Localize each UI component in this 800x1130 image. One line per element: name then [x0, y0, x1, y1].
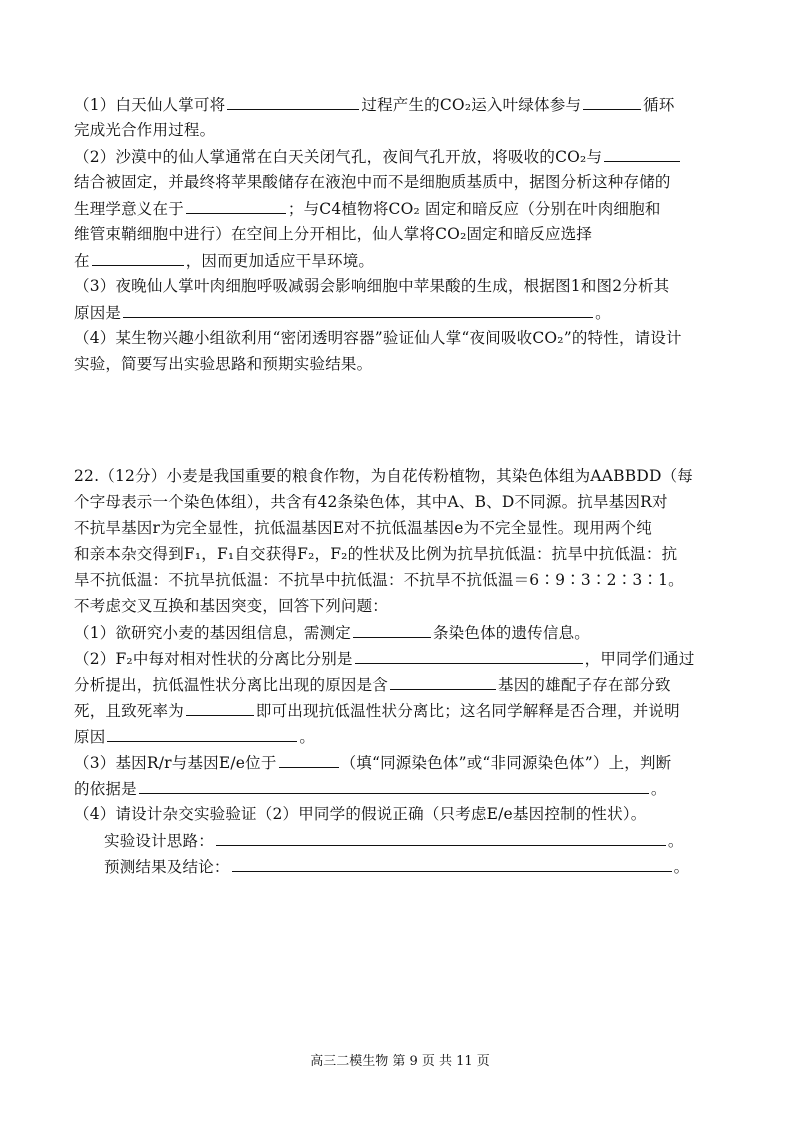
q22-sub2-text-c: 分析提出，抗低温性状分离比出现的原因是含 — [74, 676, 389, 694]
q22-sub3-text-d: 。 — [650, 780, 667, 798]
q21-part2-text-c: 生理学意义在于 — [74, 200, 184, 218]
q21-part2-blank1[interactable] — [604, 146, 680, 162]
q22-sub2-line1 — [74, 648, 695, 669]
q21-part2-text-f: 在 — [74, 252, 90, 270]
q22-sub2-line3 — [74, 700, 680, 721]
q22-intro-text-1: 22.（12分）小麦是我国重要的粮食作物，为自花传粉植物，其染色体组为AABBDD（每 — [74, 467, 693, 485]
q22-sub2-line2 — [74, 674, 671, 695]
q22-intro-line5 — [74, 570, 684, 590]
q21-part2-text-b: 结合被固定，并最终将苹果酸储存在液泡中而不是细胞质基质中，据图分析这种存储的 — [74, 173, 671, 191]
q22-sub4-line3 — [104, 856, 689, 877]
q22-sub3-line1 — [74, 752, 671, 773]
q22-intro-line2 — [74, 492, 668, 512]
q21-part2-text-d: ；与C4植物将CO₂ 固定和暗反应（分别在叶肉细胞和 — [287, 200, 661, 218]
q21-part2-text-g: ，因而更加适应干旱环境。 — [185, 252, 375, 270]
q21-part4-text-b: 实验，简要写出实验思路和预期实验结果。 — [74, 355, 373, 373]
q22-sub3-text-c: 的依据是 — [74, 780, 137, 798]
q21-part1-text-b: 过程产生的CO₂运入叶绿体参与 — [361, 96, 582, 114]
q21-part1-blank2[interactable] — [583, 94, 641, 110]
q22-sub4-line2 — [104, 830, 684, 851]
q21-part3-line1 — [74, 276, 669, 296]
q22-sub1-blank1[interactable] — [353, 622, 431, 638]
q21-part1-blank1[interactable] — [227, 94, 359, 110]
q21-part2-text-e: 维管束鞘细胞中进行）在空间上分开相比，仙人掌将CO₂固定和暗反应选择 — [74, 225, 593, 243]
q22-sub2-blank1[interactable] — [355, 648, 583, 664]
q22-sub1-text-a: （1）欲研究小麦的基因组信息，需测定 — [74, 624, 351, 642]
q22-intro-text-6: 不考虑交叉互换和基因突变，回答下列问题： — [74, 597, 389, 615]
q22-sub4-text-c: 。 — [667, 832, 684, 850]
q21-part4-line2 — [74, 354, 372, 374]
q22-sub2-text-e: 死，且致死率为 — [74, 702, 184, 720]
q22-intro-text-2: 个字母表示一个染色体组），共含有42条染色体，其中A、B、D不同源。抗旱基因R对 — [74, 493, 668, 511]
q22-sub4-text-a: （4）请设计杂交实验验证（2）甲同学的假说正确（只考虑E/e基因控制的性状）。 — [74, 805, 647, 823]
q22-sub2-blank4[interactable] — [107, 726, 297, 742]
q22-sub4-text-e: 。 — [673, 858, 690, 876]
page-footer: 高三二模生物 第 9 页 共 11 页 — [310, 1054, 490, 1069]
q22-sub2-text-a: （2）F₂中每对相对性状的分离比分别是 — [74, 650, 353, 668]
q22-sub4-line1 — [74, 804, 647, 824]
q22-intro-line4 — [74, 544, 677, 564]
q21-part4-line1 — [74, 328, 682, 348]
q21-part1-line2 — [74, 120, 215, 140]
q22-intro-text-3: 不抗旱基因r为完全显性，抗低温基因E对不抗低温基因e为不完全显性。现用两个纯 — [74, 519, 652, 537]
q22-sub3-blank1[interactable] — [279, 752, 339, 768]
q22-sub3-line2 — [74, 778, 667, 799]
q22-intro-line3 — [74, 518, 652, 538]
q21-part2-text-a: （2）沙漠中的仙人掌通常在白天关闭气孔，夜间气孔开放，将吸收的CO₂与 — [74, 148, 603, 166]
q22-sub3-blank2[interactable] — [139, 778, 649, 794]
q22-sub2-text-b: ，甲同学们通过 — [584, 650, 695, 668]
q21-part2-line3 — [74, 198, 661, 219]
q21-part2-line5 — [74, 250, 374, 271]
q22-sub2-blank2[interactable] — [390, 674, 496, 690]
q22-sub1-text-b: 条染色体的遗传信息。 — [432, 624, 590, 642]
q21-part2-blank3[interactable] — [92, 250, 184, 266]
q22-sub2-text-g: 原因 — [74, 728, 106, 746]
q21-part2-line1 — [74, 146, 682, 167]
q22-intro-text-4: 和亲本杂交得到F₁，F₁自交获得F₂，F₂的性状及比例为抗旱抗低温：抗旱中抗低温：抗 — [74, 545, 678, 563]
q21-part2-blank2[interactable] — [186, 198, 286, 214]
q21-part1-text-c: 循环 — [643, 96, 675, 114]
q21-part3-text-c: 。 — [595, 304, 611, 322]
q21-part3-text-a: （3）夜晚仙人掌叶肉细胞呼吸减弱会影响细胞中苹果酸的生成，根据图1和图2分析其 — [74, 277, 670, 295]
q21-part2-line4 — [74, 224, 592, 244]
q21-part3-text-b: 原因是 — [74, 304, 122, 322]
q22-intro-line6 — [74, 596, 388, 616]
q22-sub4-text-b: 实验设计思路： — [104, 832, 214, 850]
q22-sub3-text-a: （3）基因R/r与基因E/e位于 — [74, 754, 277, 772]
q22-intro-text-5: 旱不抗低温：不抗旱抗低温：不抗旱中抗低温：不抗旱不抗低温＝6∶9∶3∶2∶3∶1。 — [74, 571, 684, 589]
q22-intro-line1 — [74, 466, 693, 486]
q22-sub4-blank2[interactable] — [232, 856, 672, 872]
q21-part1-text-a: （1）白天仙人掌可将 — [74, 96, 226, 114]
q22-sub2-line4 — [74, 726, 315, 747]
q22-sub2-text-h: 。 — [299, 728, 316, 746]
q22-sub2-blank3[interactable] — [186, 700, 254, 716]
q21-part3-blank1[interactable] — [123, 302, 593, 318]
q22-sub2-text-f: 即可出现抗低温性状分离比；这名同学解释是否合理，并说明 — [255, 702, 680, 720]
q21-part2-line2 — [74, 172, 671, 192]
q21-part1-line1 — [74, 94, 675, 115]
q21-part4-text-a: （4）某生物兴趣小组欲利用“密闭透明容器”验证仙人掌“夜间吸收CO₂”的特性，请设计 — [74, 329, 682, 347]
q21-part1-text-d: 完成光合作用过程。 — [74, 121, 216, 139]
q22-sub2-text-d: 基因的雄配子存在部分致 — [498, 676, 671, 694]
q22-sub3-text-b: （填“同源染色体”或“非同源染色体”）上，判断 — [340, 754, 672, 772]
q22-sub4-blank1[interactable] — [216, 830, 666, 846]
q22-sub4-text-d: 预测结果及结论： — [104, 858, 230, 876]
q21-part3-line2 — [74, 302, 611, 323]
q22-sub1-line1 — [74, 622, 590, 643]
